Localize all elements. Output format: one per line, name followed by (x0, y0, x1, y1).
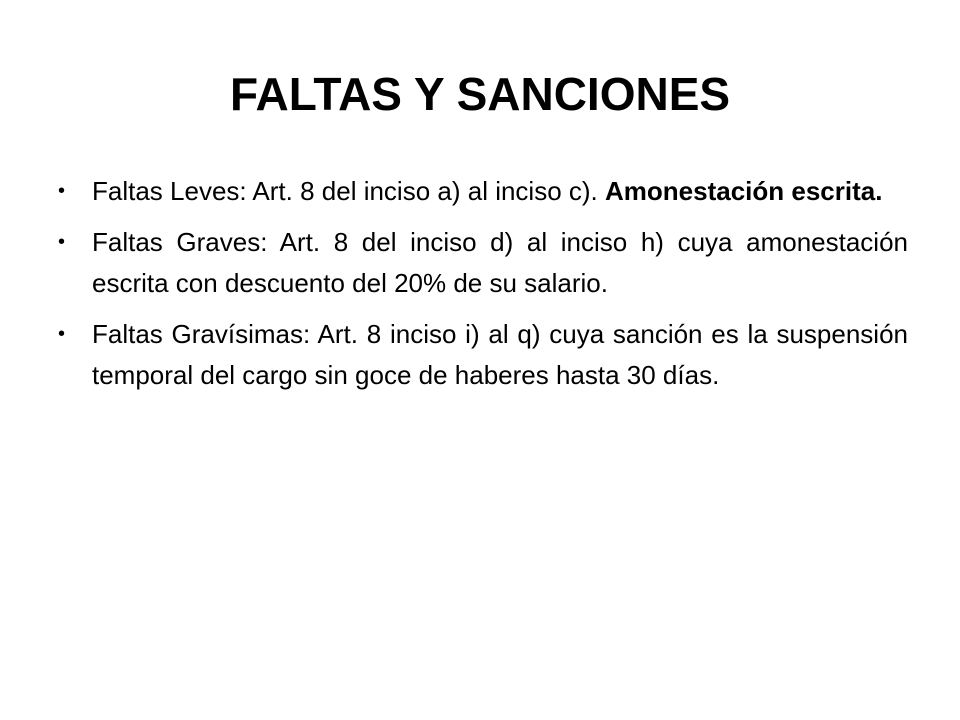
bullet-item-gravisimas (58, 314, 908, 396)
bullet-text: Faltas Gravísimas: Art. 8 inciso i) al q) cuya sanción es la suspensión temporal del cargo sin goce de haberes hasta 30 días. (92, 319, 908, 390)
slide-title: FALTAS Y SANCIONES (229, 68, 731, 120)
bullet-emphasis-text: Amonestación escrita. (605, 176, 883, 206)
bullet-text: Faltas Leves: Art. 8 del inciso a) al inciso c). (92, 176, 598, 206)
bullet-icon: • (58, 323, 66, 345)
bullet-item-graves (58, 222, 908, 304)
bullet-item-leves (58, 171, 908, 212)
bullet-text: Faltas Graves: Art. 8 del inciso d) al inciso h) cuya amonestación escrita con descuento del 20% de su salario. (92, 227, 908, 298)
bullet-icon: • (58, 180, 66, 202)
bullet-icon: • (58, 231, 66, 253)
bullet-list (58, 171, 908, 406)
